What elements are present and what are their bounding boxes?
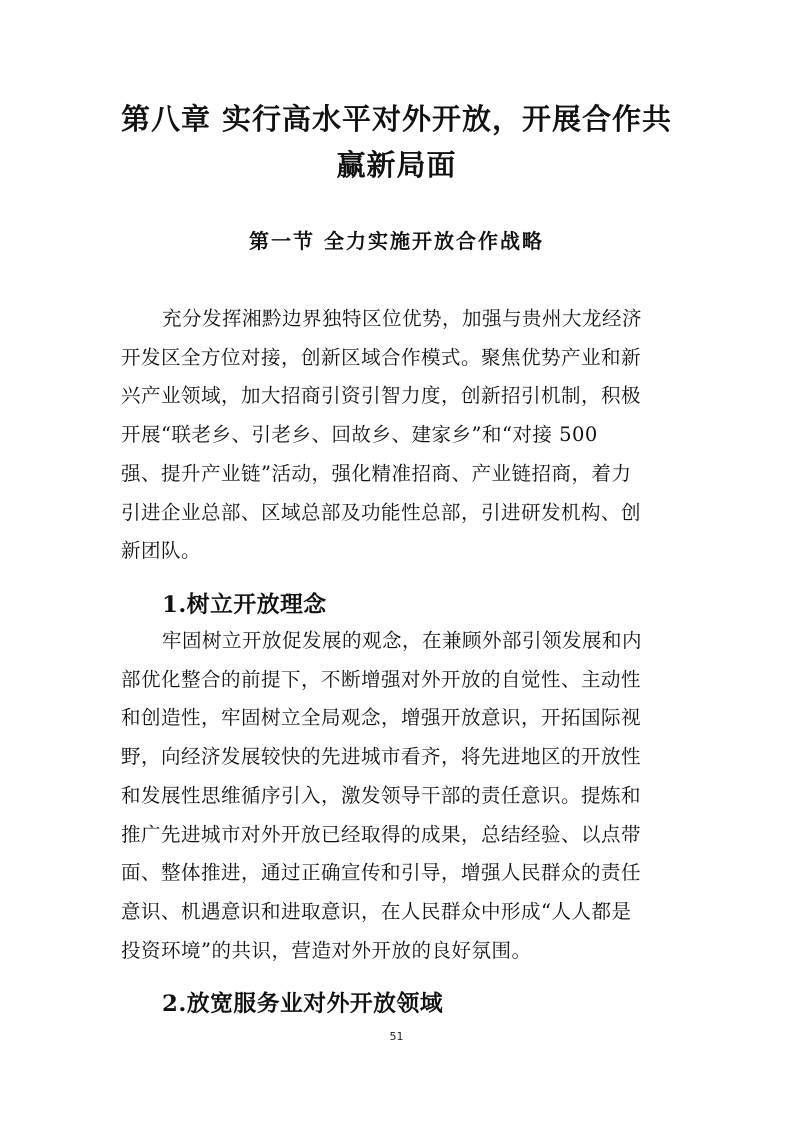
paragraph-2-line: 和发展性思维循序引入，激发领导干部的责任意识。提炼和	[121, 783, 642, 807]
paragraph-2-line: 野，向经济发展较快的先进城市看齐，将先进地区的开放性	[121, 745, 642, 769]
paragraph-2-line: 投资环境”的共识，营造对外开放的良好氛围。	[121, 938, 532, 962]
subsection-1-heading: 1.树立开放理念	[162, 592, 327, 618]
paragraph-2-line: 和创造性，牢固树立全局观念，增强开放意识，开拓国际视	[121, 706, 642, 730]
subsection-1	[121, 586, 681, 625]
paragraph-1-line: 引进企业总部、区域总部及功能性总部，引进研发机构、创	[121, 500, 642, 524]
paragraph-1-line: 新团队。	[121, 539, 202, 563]
paragraph-1-line: 强、提升产业链”活动，强化精准招商、产业链招商，着力	[121, 461, 632, 485]
paragraph-2-line: 面、整体推进，通过正确宣传和引导，增强人民群众的责任	[121, 861, 642, 885]
section-title: 第一节 全力实施开放合作战略	[249, 229, 544, 253]
subsection-2-heading: 2.放宽服务业对外开放领域	[162, 991, 444, 1017]
paragraph-1-line: 兴产业领域，加大招商引资引智力度，创新招引机制，积极	[121, 384, 642, 408]
page-number: 51	[389, 1030, 404, 1043]
paragraph-1-line: 开发区全方位对接，创新区域合作模式。聚焦优势产业和新	[121, 345, 642, 369]
paragraph-2	[121, 622, 681, 970]
paragraph-2-line: 意识、机遇意识和进取意识，在人民群众中形成“人人都是	[121, 899, 632, 923]
paragraph-1-line: 开展“联老乡、引老乡、回故乡、建家乡”和“对接 500	[121, 423, 598, 447]
paragraph-1	[121, 300, 681, 571]
paragraph-2-line: 牢固树立开放促发展的观念，在兼顾外部引领发展和内	[162, 629, 643, 652]
chapter-title-line-2: 赢新局面	[336, 148, 457, 182]
subsection-2	[121, 985, 681, 1024]
paragraph-1-block	[121, 300, 681, 571]
paragraph-2-block	[121, 622, 681, 970]
paragraph-2-line: 部优化整合的前提下，不断增强对外开放的自觉性、主动性	[121, 667, 642, 691]
paragraph-2-line: 推广先进城市对外开放已经取得的成果，总结经验、以点带	[121, 822, 642, 846]
chapter-title	[100, 96, 693, 188]
paragraph-1-line: 充分发挥湘黔边界独特区位优势，加强与贵州大龙经济	[162, 307, 643, 330]
chapter-title-line-1: 第八章 实行高水平对外开放，开展合作共	[120, 102, 673, 136]
